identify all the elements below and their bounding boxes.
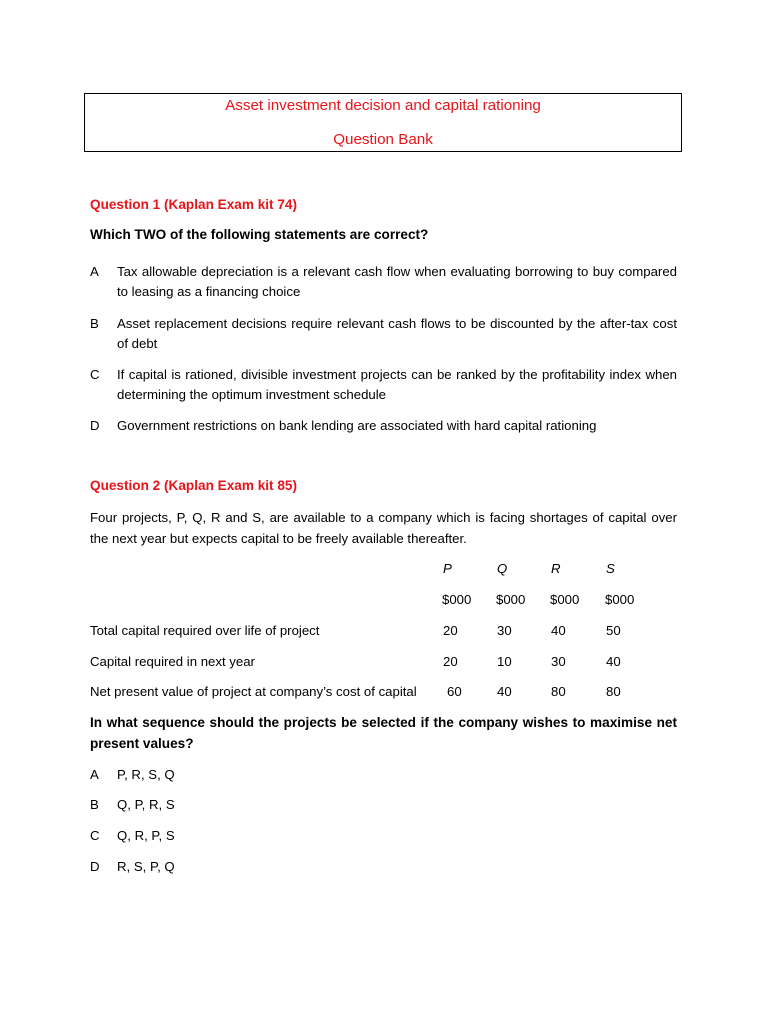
table-cell: 30: [551, 654, 566, 669]
table-cell: 60: [447, 684, 462, 699]
q2-option-c-text: Q, R, P, S: [117, 828, 175, 843]
q2-prompt: In what sequence should the projects be selected if the company wishes to maximise net present values?: [90, 715, 677, 751]
q2-option-a-text: P, R, S, Q: [117, 767, 175, 782]
table-unit-r: $000: [550, 592, 580, 607]
table-cell: 40: [551, 623, 566, 638]
table-cell: 80: [551, 684, 566, 699]
table-unit-p: $000: [442, 592, 472, 607]
document-title: Asset investment decision and capital rationing: [225, 97, 541, 114]
q1-option-c-letter: C: [90, 367, 100, 382]
q2-intro: Four projects, P, Q, R and S, are available to a company which is facing shortages of capital over the next year but expects capital to be freely available thereafter.: [90, 510, 677, 546]
q1-option-d-text: Government restrictions on bank lending are associated with hard capital rationing: [117, 418, 597, 433]
table-unit-q: $000: [496, 592, 526, 607]
q1-prompt: Which TWO of the following statements are correct?: [90, 227, 429, 242]
table-cell: 20: [443, 654, 458, 669]
q2-option-b-letter: B: [90, 797, 99, 812]
table-col-s: S: [606, 561, 615, 576]
q1-option-c-text: If capital is rationed, divisible investment projects can be ranked by the profitability index when determining the optimum investment schedule: [117, 367, 677, 402]
table-row-label: Capital required in next year: [90, 654, 255, 669]
q1-option-d-letter: D: [90, 418, 100, 433]
q2-heading: Question 2 (Kaplan Exam kit 85): [90, 478, 297, 493]
table-unit-s: $000: [605, 592, 635, 607]
table-cell: 40: [497, 684, 512, 699]
q2-option-b-text: Q, P, R, S: [117, 797, 175, 812]
table-col-q: Q: [497, 561, 508, 576]
table-cell: 80: [606, 684, 621, 699]
q2-option-a-letter: A: [90, 767, 99, 782]
q2-option-d-text: R, S, P, Q: [117, 859, 175, 874]
table-cell: 50: [606, 623, 621, 638]
q1-heading: Question 1 (Kaplan Exam kit 74): [90, 197, 297, 212]
q2-option-d-letter: D: [90, 859, 100, 874]
q1-option-b-letter: B: [90, 316, 99, 331]
title-box: [84, 93, 682, 152]
q1-option-a-letter: A: [90, 264, 99, 279]
document-subtitle: Question Bank: [333, 131, 433, 148]
table-cell: 20: [443, 623, 458, 638]
table-cell: 10: [497, 654, 512, 669]
q2-option-c-letter: C: [90, 828, 100, 843]
table-cell: 30: [497, 623, 512, 638]
table-col-r: R: [551, 561, 561, 576]
q1-option-b-text: Asset replacement decisions require relevant cash flows to be discounted by the after-tax cost of debt: [117, 316, 677, 351]
table-row-label: Net present value of project at company’s cost of capital: [90, 684, 417, 699]
q1-option-a-text: Tax allowable depreciation is a relevant cash flow when evaluating borrowing to buy compared to leasing as a financing choice: [117, 264, 677, 299]
table-cell: 40: [606, 654, 621, 669]
table-col-p: P: [443, 561, 452, 576]
table-row-label: Total capital required over life of project: [90, 623, 320, 638]
